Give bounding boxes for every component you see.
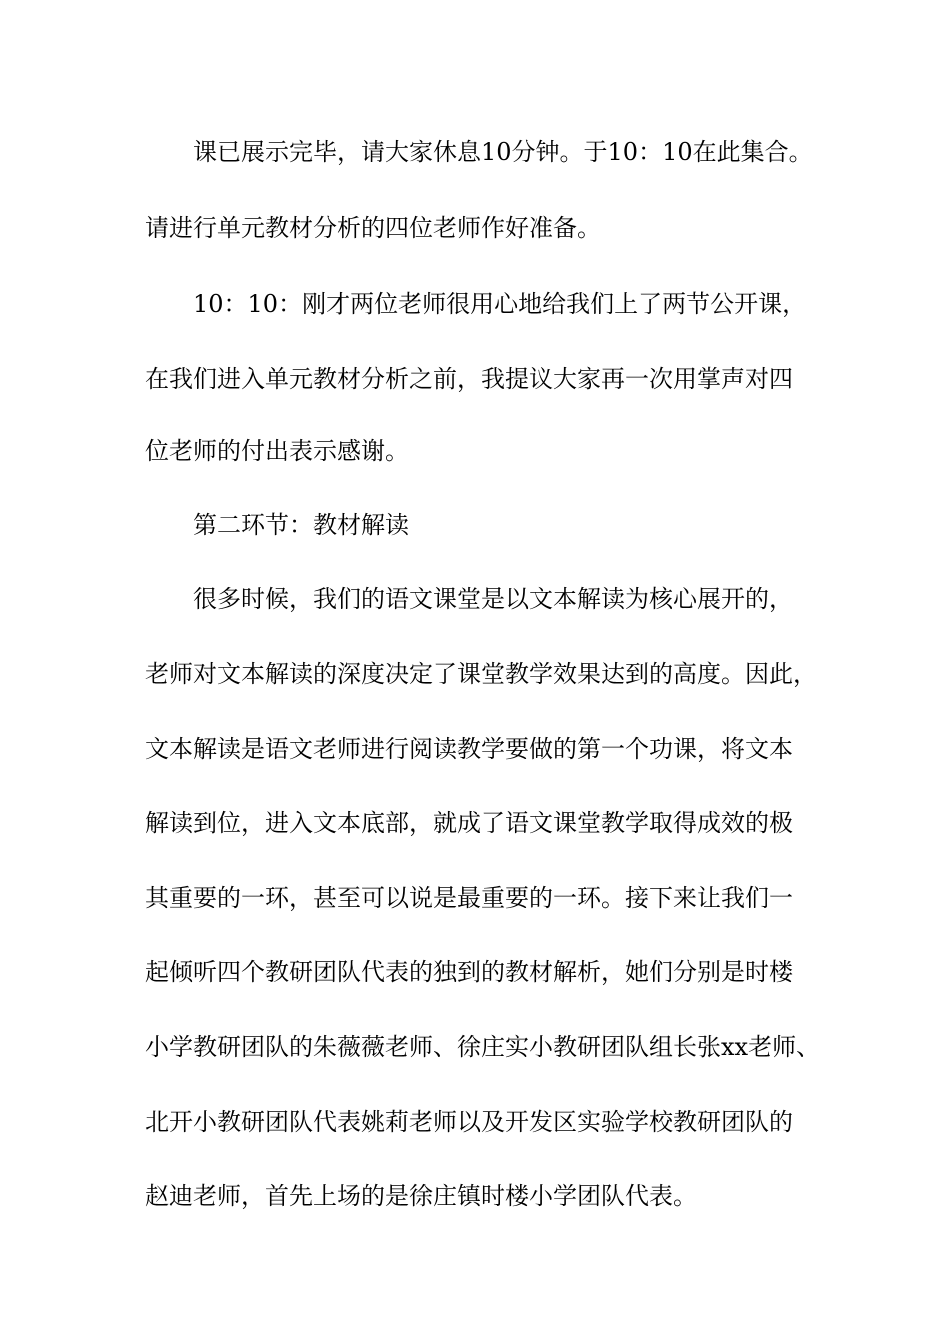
text-line: 赵迪老师，首先上场的是徐庄镇时楼小学团队代表。 xyxy=(145,1182,697,1210)
text-line: 课已展示完毕，请大家休息10分钟。于10：10在此集合。 xyxy=(193,138,813,166)
text-line: 解读到位，进入文本底部，就成了语文课堂教学取得成效的极 xyxy=(145,809,793,837)
text-line: 很多时候，我们的语文课堂是以文本解读为核心展开的， xyxy=(193,585,793,613)
text-line: 文本解读是语文老师进行阅读教学要做的第一个功课，将文本 xyxy=(145,735,793,763)
section-heading: 第二环节：教材解读 xyxy=(193,511,409,539)
text-line: 北开小教研团队代表姚莉老师以及开发区实验学校教研团队的 xyxy=(145,1108,793,1136)
text-line: 老师对文本解读的深度决定了课堂教学效果达到的高度。因此， xyxy=(145,660,817,688)
text-line: 小学教研团队的朱薇薇老师、徐庄实小教研团队组长张xx老师、 xyxy=(145,1033,821,1061)
text-line: 在我们进入单元教材分析之前，我提议大家再一次用掌声对四 xyxy=(145,365,793,393)
text-line: 10：10：刚才两位老师很用心地给我们上了两节公开课， xyxy=(193,290,807,318)
text-line: 请进行单元教材分析的四位老师作好准备。 xyxy=(145,214,601,242)
text-line: 其重要的一环，甚至可以说是最重要的一环。接下来让我们一 xyxy=(145,884,793,912)
text-line: 起倾听四个教研团队代表的独到的教材解析，她们分别是时楼 xyxy=(145,958,793,986)
text-line: 位老师的付出表示感谢。 xyxy=(145,437,409,465)
